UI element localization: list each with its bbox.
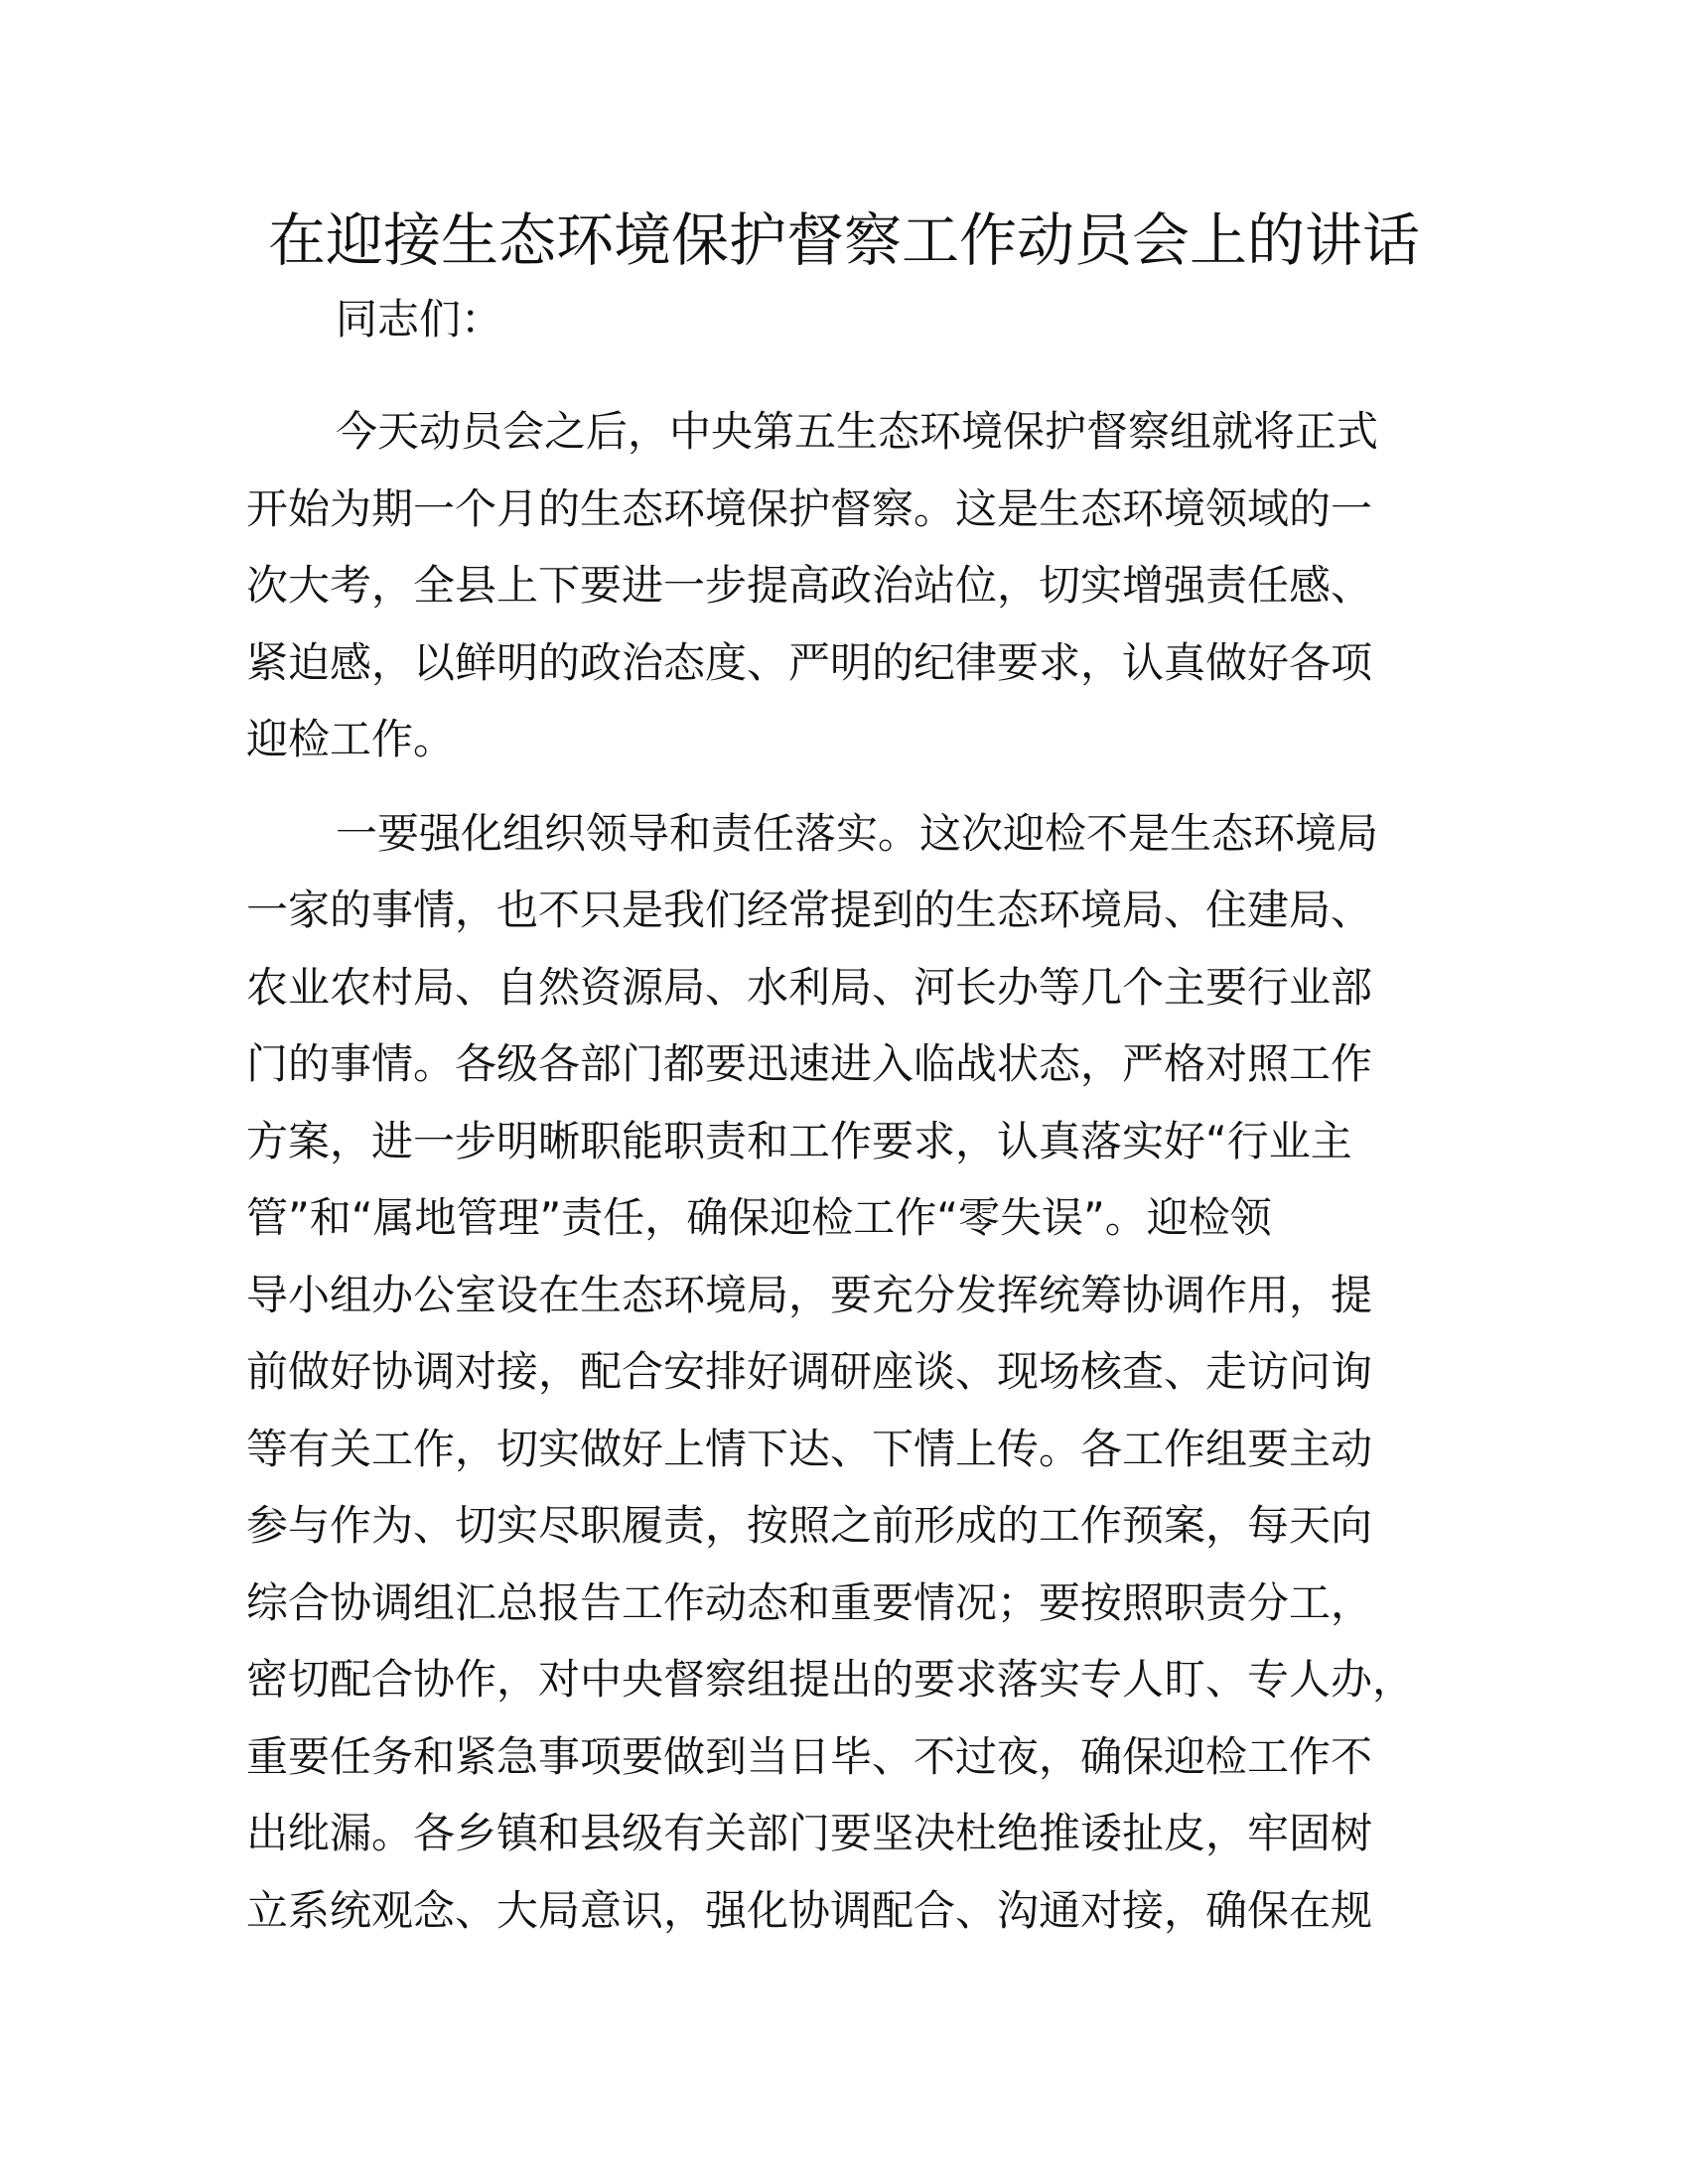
document-body (246, 280, 1448, 1949)
paragraph-line: 农业农村局、自然资源局、水利局、河长办等几个主要行业部 (246, 962, 1373, 1012)
paragraph-line: 前做好协调对接，配合安排好调研座谈、现场核查、走访问询 (246, 1347, 1373, 1396)
paragraph-line: 一家的事情，也不只是我们经常提到的生态环境局、住建局、 (246, 886, 1373, 934)
paragraph-1 (246, 393, 1448, 778)
paragraph-line: 重要任务和紧急事项要做到当日毕、不过夜，确保迎检工作不 (246, 1731, 1373, 1781)
paragraph-line: 次大考，全县上下要进一步提高政治站位，切实增强责任感、 (246, 561, 1373, 610)
paragraph-line: 密切配合协作，对中央督察组提出的要求落实专人盯、专人办， (246, 1655, 1415, 1704)
paragraph-line: 导小组办公室设在生态环境局，要充分发挥统筹协调作用，提 (246, 1270, 1373, 1319)
paragraph-line: 方案，进一步明晰职能职责和工作要求，认真落实好“行业主 (246, 1116, 1352, 1165)
paragraph-line: 门的事情。各级各部门都要迅速进入临战状态，严格对照工作 (246, 1039, 1373, 1088)
paragraph-line: 管”和“属地管理”责任，确保迎检工作“零失误”。迎检领 (246, 1193, 1272, 1242)
paragraph-line: 出纰漏。各乡镇和县级有关部门要坚决杜绝推诿扯皮，牢固树 (246, 1809, 1373, 1857)
paragraph-2 (246, 795, 1448, 1950)
paragraph-line: 参与作为、切实尽职履责，按照之前形成的工作预案，每天向 (246, 1501, 1373, 1550)
paragraph-line: 紧迫感，以鲜明的政治态度、严明的纪律要求，认真做好各项 (246, 637, 1373, 687)
paragraph-line: 开始为期一个月的生态环境保护督察。这是生态环境领域的一 (246, 483, 1373, 533)
salutation: 同志们： (336, 295, 503, 343)
paragraph-line: 一要强化组织领导和责任落实。这次迎检不是生态环境局 (336, 808, 1379, 858)
paragraph-line: 迎检工作。 (246, 715, 456, 763)
paragraph-line: 今天动员会之后，中央第五生态环境保护督察组就将正式 (336, 407, 1379, 456)
paragraph-line: 综合协调组汇总报告工作动态和重要情况；要按照职责分工， (246, 1577, 1373, 1627)
paragraph-line: 立系统观念、大局意识，强化协调配合、沟通对接，确保在规 (246, 1885, 1373, 1935)
document-title: 在迎接生态环境保护督察工作动员会上的讲话 (267, 206, 1420, 274)
paragraph-line: 等有关工作，切实做好上情下达、下情上传。各工作组要主动 (246, 1424, 1373, 1473)
